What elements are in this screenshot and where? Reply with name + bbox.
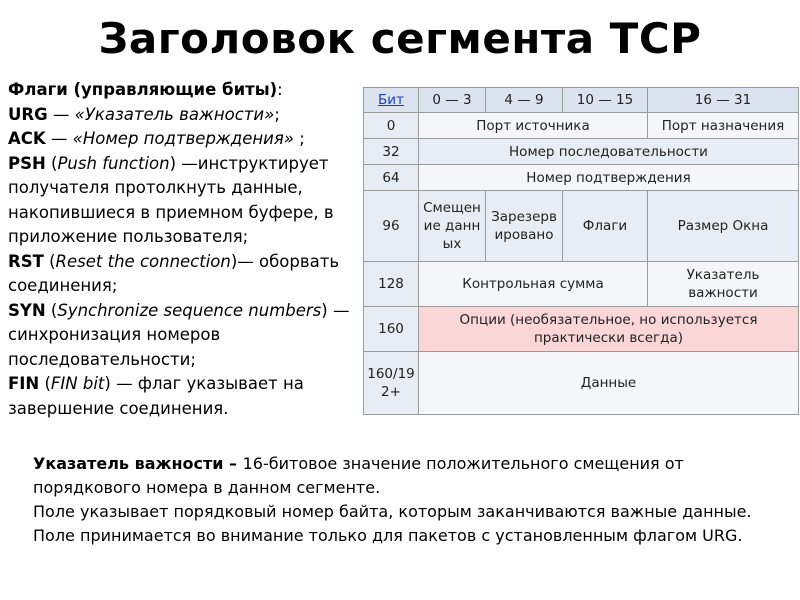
row-bit-160: 160 bbox=[364, 307, 419, 352]
flag-fin bbox=[8, 372, 358, 421]
data-offset-cell: Смещение данных bbox=[419, 191, 486, 262]
flag-urg bbox=[8, 103, 358, 128]
flag-syn-open: ( bbox=[45, 300, 58, 320]
table-row bbox=[364, 307, 799, 352]
reserved-cell: Зарезервировано bbox=[486, 191, 563, 262]
flag-syn bbox=[8, 299, 358, 373]
flag-psh-italic: Push function bbox=[57, 153, 170, 173]
tcp-header-table bbox=[363, 87, 799, 415]
note-line-2: Поле указывает порядковый номер байта, которым заканчиваются важные данные. Поле принимается во внимание только для пакетов с установленным флагом URG. bbox=[33, 502, 752, 545]
flags-heading-line bbox=[8, 78, 358, 103]
window-size-cell: Размер Окна bbox=[648, 191, 799, 262]
flag-psh-rest: ) —инструктирует получателя протолкнуть данные, накопившиеся в приемном буфере, в приложение пользователя; bbox=[8, 153, 334, 246]
flag-fin-open: ( bbox=[39, 374, 51, 393]
flag-syn-italic: Synchronize sequence numbers bbox=[57, 300, 322, 320]
table-row bbox=[364, 139, 799, 165]
note-text-1: 16-битовое значение положительного смещения от порядкового номера в данном сегменте. bbox=[33, 454, 684, 497]
checksum-cell: Контрольная сумма bbox=[419, 262, 648, 307]
flag-ack-end: ; bbox=[293, 129, 305, 148]
page-title: Заголовок сегмента TCP bbox=[98, 14, 702, 63]
flag-rst-open: ( bbox=[43, 251, 56, 271]
flag-rst-italic: Reset the connection bbox=[55, 251, 231, 271]
destination-port-cell: Порт назначения bbox=[648, 113, 799, 139]
flag-ack-sep: — bbox=[45, 129, 73, 148]
row-bit-64: 64 bbox=[364, 165, 419, 191]
flag-fin-abbr: FIN bbox=[8, 374, 40, 393]
header-bits-10-15: 10 — 15 bbox=[563, 88, 648, 113]
flag-ack-text: «Номер подтверждения» bbox=[72, 129, 294, 148]
note-term: Указатель важности bbox=[33, 454, 224, 473]
table-row bbox=[364, 262, 799, 307]
flag-urg-sep: — bbox=[47, 104, 75, 124]
row-bit-128: 128 bbox=[364, 262, 419, 307]
urgent-pointer-cell: Указатель важности bbox=[648, 262, 799, 307]
sequence-number-cell: Номер последовательности bbox=[419, 139, 799, 165]
flag-ack-abbr: ACK bbox=[8, 129, 46, 148]
table-header-row bbox=[364, 88, 799, 113]
header-bit[interactable]: Бит bbox=[364, 88, 419, 113]
flag-urg-text: «Указатель важности» bbox=[74, 104, 275, 124]
flag-rst bbox=[8, 250, 358, 299]
flag-urg-end: ; bbox=[274, 104, 280, 124]
note-line-1 bbox=[33, 452, 773, 500]
flag-rst-abbr: RST bbox=[8, 251, 44, 271]
source-port-cell: Порт источника bbox=[419, 113, 648, 139]
flag-rst-rest: )— оборвать соединения; bbox=[8, 251, 340, 295]
row-bit-160-192: 160/192+ bbox=[364, 352, 419, 415]
row-bit-0: 0 bbox=[364, 113, 419, 139]
flag-syn-rest: ) — синхронизация номеров последовательности; bbox=[8, 300, 350, 369]
flag-ack bbox=[8, 127, 358, 152]
flags-heading: Флаги (управляющие биты) bbox=[8, 80, 278, 99]
flag-syn-abbr: SYN bbox=[8, 300, 46, 320]
header-bits-0-3: 0 — 3 bbox=[419, 88, 486, 113]
flags-heading-colon: : bbox=[277, 80, 283, 99]
table-row bbox=[364, 191, 799, 262]
row-bit-32: 32 bbox=[364, 139, 419, 165]
flag-psh bbox=[8, 152, 358, 250]
table-row bbox=[364, 165, 799, 191]
flags-cell: Флаги bbox=[563, 191, 648, 262]
table-row bbox=[364, 352, 799, 415]
row-bit-96: 96 bbox=[364, 191, 419, 262]
header-bits-4-9: 4 — 9 bbox=[486, 88, 563, 113]
flag-psh-open: ( bbox=[45, 153, 58, 173]
flags-description bbox=[8, 78, 358, 421]
table-row bbox=[364, 113, 799, 139]
urgent-pointer-note bbox=[33, 452, 773, 548]
header-bits-16-31: 16 — 31 bbox=[648, 88, 799, 113]
note-dash: – bbox=[223, 454, 243, 473]
flag-urg-abbr: URG bbox=[8, 104, 48, 124]
flag-psh-abbr: PSH bbox=[8, 153, 46, 173]
ack-number-cell: Номер подтверждения bbox=[419, 165, 799, 191]
flag-fin-italic: FIN bit bbox=[50, 374, 105, 393]
options-cell: Опции (необязательное, но используется практически всегда) bbox=[419, 307, 799, 352]
data-cell: Данные bbox=[419, 352, 799, 415]
flag-fin-rest: ) — флаг указывает на завершение соединения. bbox=[8, 374, 304, 418]
